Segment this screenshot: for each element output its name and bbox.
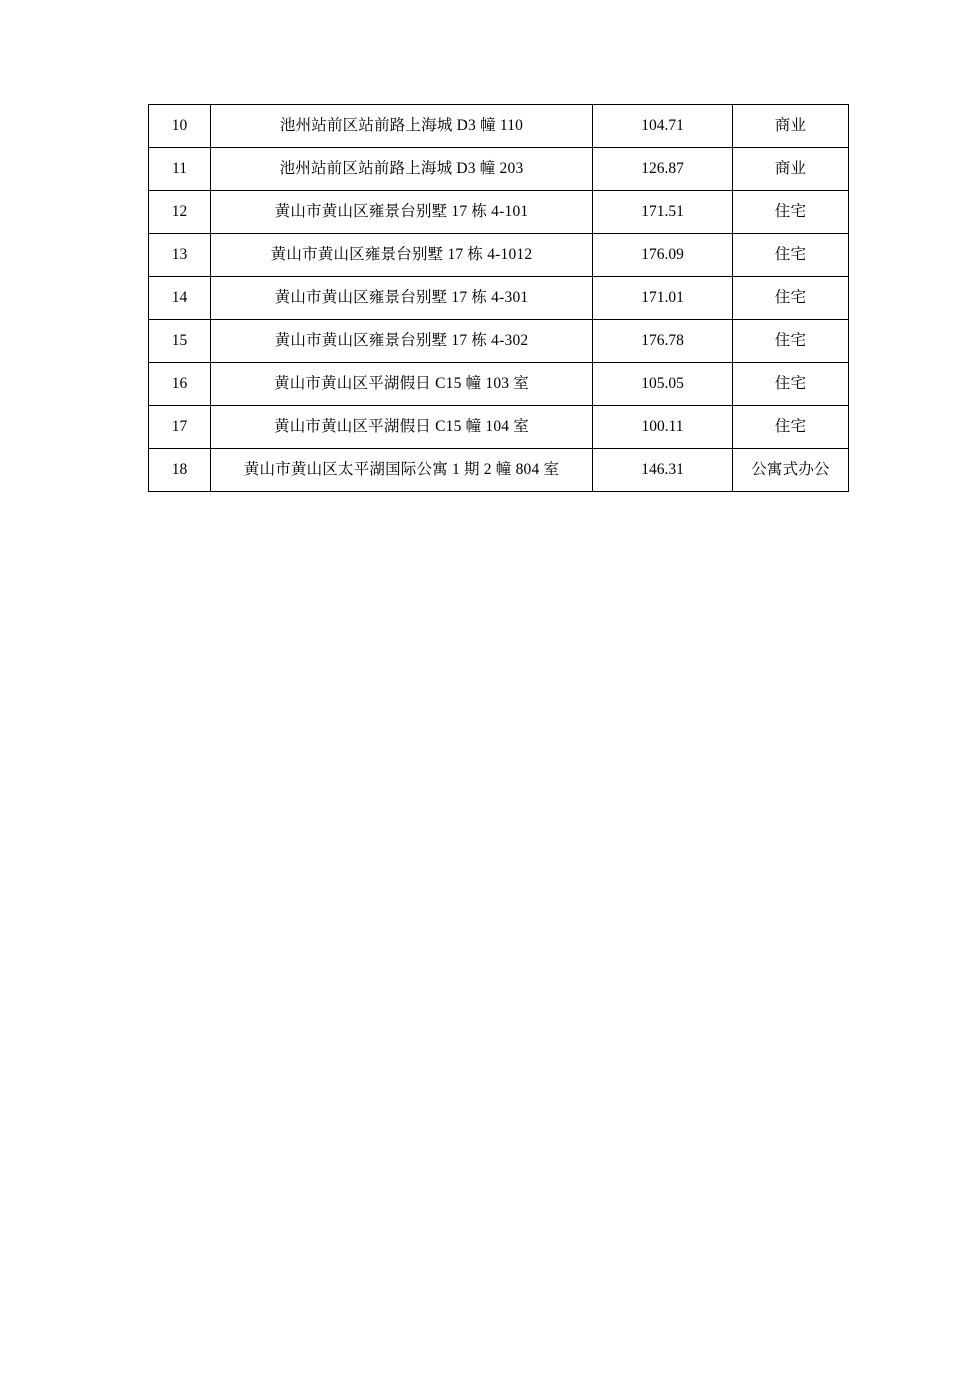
property-table	[148, 104, 849, 492]
cell-index: 12	[149, 191, 211, 234]
table-row	[149, 363, 849, 406]
cell-address: 黄山市黄山区雍景台别墅 17 栋 4-1012	[211, 234, 593, 277]
cell-area: 104.71	[593, 105, 733, 148]
table-row	[149, 406, 849, 449]
cell-address: 黄山市黄山区雍景台别墅 17 栋 4-101	[211, 191, 593, 234]
cell-area: 176.09	[593, 234, 733, 277]
cell-type: 商业	[733, 148, 849, 191]
cell-index: 13	[149, 234, 211, 277]
cell-type: 公寓式办公	[733, 449, 849, 492]
table-row	[149, 234, 849, 277]
cell-address: 池州站前区站前路上海城 D3 幢 110	[211, 105, 593, 148]
cell-index: 15	[149, 320, 211, 363]
property-table-container	[148, 104, 848, 492]
cell-index: 14	[149, 277, 211, 320]
cell-area: 126.87	[593, 148, 733, 191]
table-row	[149, 148, 849, 191]
cell-address: 黄山市黄山区雍景台别墅 17 栋 4-302	[211, 320, 593, 363]
cell-address: 黄山市黄山区太平湖国际公寓 1 期 2 幢 804 室	[211, 449, 593, 492]
cell-type: 住宅	[733, 363, 849, 406]
cell-area: 176.78	[593, 320, 733, 363]
cell-area: 100.11	[593, 406, 733, 449]
cell-area: 105.05	[593, 363, 733, 406]
cell-address: 黄山市黄山区雍景台别墅 17 栋 4-301	[211, 277, 593, 320]
cell-type: 住宅	[733, 406, 849, 449]
table-row	[149, 277, 849, 320]
cell-area: 171.01	[593, 277, 733, 320]
cell-address: 黄山市黄山区平湖假日 C15 幢 104 室	[211, 406, 593, 449]
table-row	[149, 105, 849, 148]
cell-index: 11	[149, 148, 211, 191]
cell-type: 住宅	[733, 191, 849, 234]
cell-address: 黄山市黄山区平湖假日 C15 幢 103 室	[211, 363, 593, 406]
cell-type: 住宅	[733, 277, 849, 320]
table-row	[149, 191, 849, 234]
cell-area: 171.51	[593, 191, 733, 234]
cell-index: 16	[149, 363, 211, 406]
cell-type: 商业	[733, 105, 849, 148]
cell-address: 池州站前区站前路上海城 D3 幢 203	[211, 148, 593, 191]
table-row	[149, 320, 849, 363]
cell-index: 17	[149, 406, 211, 449]
cell-area: 146.31	[593, 449, 733, 492]
table-row	[149, 449, 849, 492]
cell-type: 住宅	[733, 320, 849, 363]
cell-index: 18	[149, 449, 211, 492]
property-table-body	[149, 105, 849, 492]
cell-type: 住宅	[733, 234, 849, 277]
cell-index: 10	[149, 105, 211, 148]
